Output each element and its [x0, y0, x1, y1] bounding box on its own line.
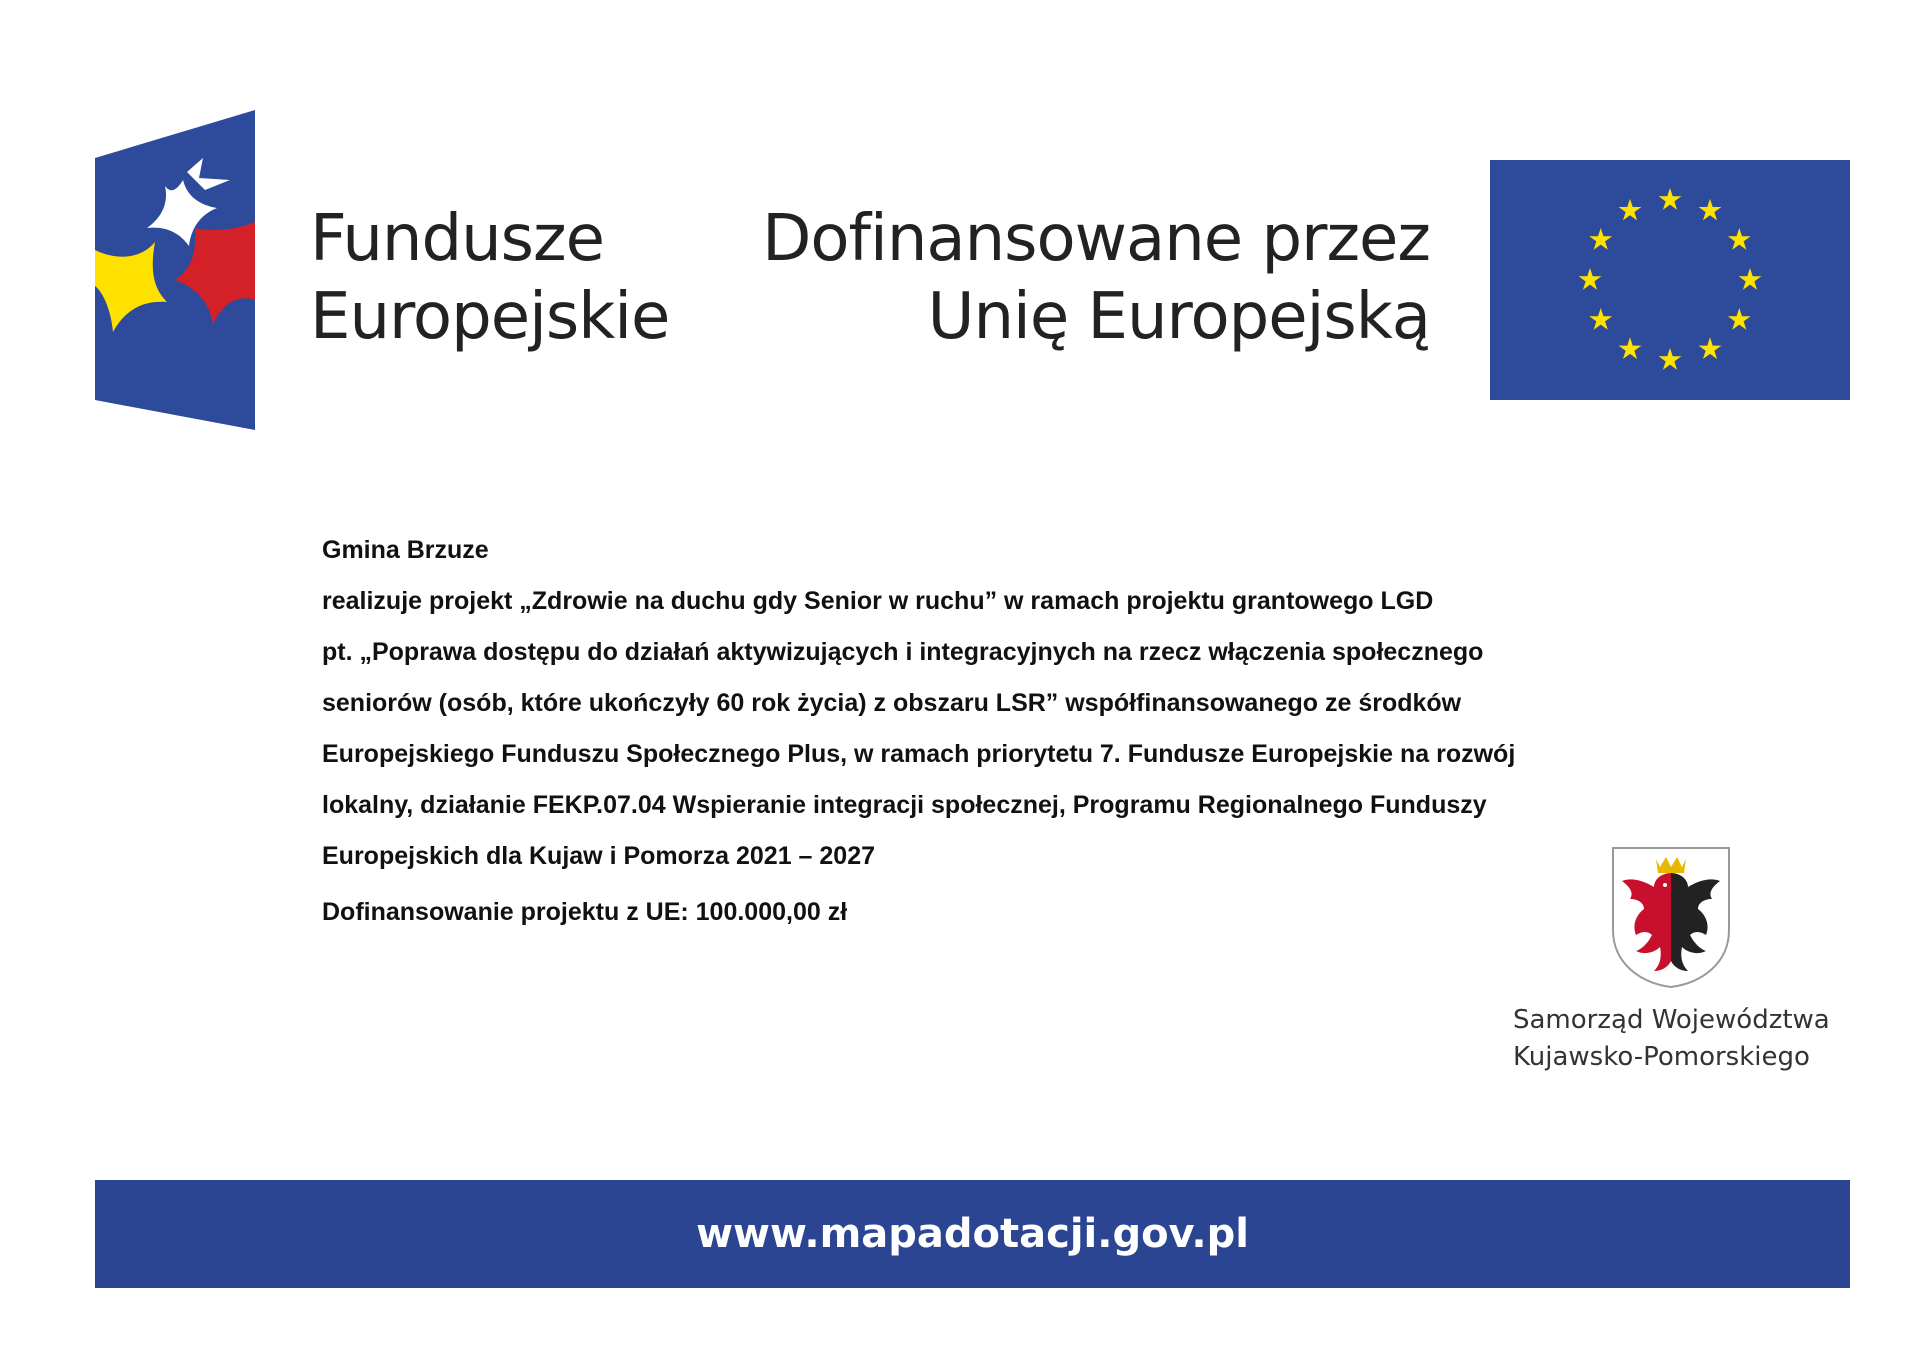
- region-line2: Kujawsko-Pomorskiego: [1513, 1042, 1810, 1072]
- description-line-6: Europejskich dla Kujaw i Pomorza 2021 – 2027: [322, 842, 876, 870]
- region-line1: Samorząd Województwa: [1513, 1005, 1830, 1035]
- ue-title-line2: Unię Europejską: [927, 280, 1430, 354]
- funding-amount: Dofinansowanie projektu z UE: 100.000,00 zł: [322, 898, 848, 926]
- fundusze-europejskie-logo-icon: [95, 110, 255, 430]
- description-line-5: lokalny, działanie FEKP.07.04 Wspieranie integracji społecznej, Programu Regionalnego Funduszy: [322, 791, 1487, 819]
- kujawsko-pomorskie-crest-icon: [1610, 845, 1732, 990]
- footer-url-link[interactable]: www.mapadotacji.gov.pl: [696, 1211, 1249, 1257]
- dofinansowane-title: [762, 200, 1430, 356]
- fe-title-line2: Europejskie: [310, 280, 670, 354]
- description-line-4: Europejskiego Funduszu Społecznego Plus, w ramach priorytetu 7. Fundusze Europejskie na rozwój: [322, 740, 1516, 768]
- footer-bar: [95, 1180, 1850, 1288]
- fundusze-europejskie-title: [310, 200, 669, 356]
- description-line-2: pt. „Poprawa dostępu do działań aktywizujących i integracyjnych na rzecz włączenia społecznego: [322, 638, 1484, 666]
- project-description: [322, 525, 1742, 882]
- beneficiary-name: Gmina Brzuze: [322, 536, 489, 564]
- ue-title-line1: Dofinansowane przez: [762, 202, 1430, 276]
- eu-flag-icon: [1490, 160, 1850, 400]
- description-line-3: seniorów (osób, które ukończyły 60 rok życia) z obszaru LSR” współfinansowanego ze środków: [322, 689, 1462, 717]
- fe-title-line1: Fundusze: [310, 202, 604, 276]
- description-line-1: realizuje projekt „Zdrowie na duchu gdy Senior w ruchu” w ramach projektu grantowego LGD: [322, 587, 1434, 615]
- region-name: [1513, 1002, 1830, 1076]
